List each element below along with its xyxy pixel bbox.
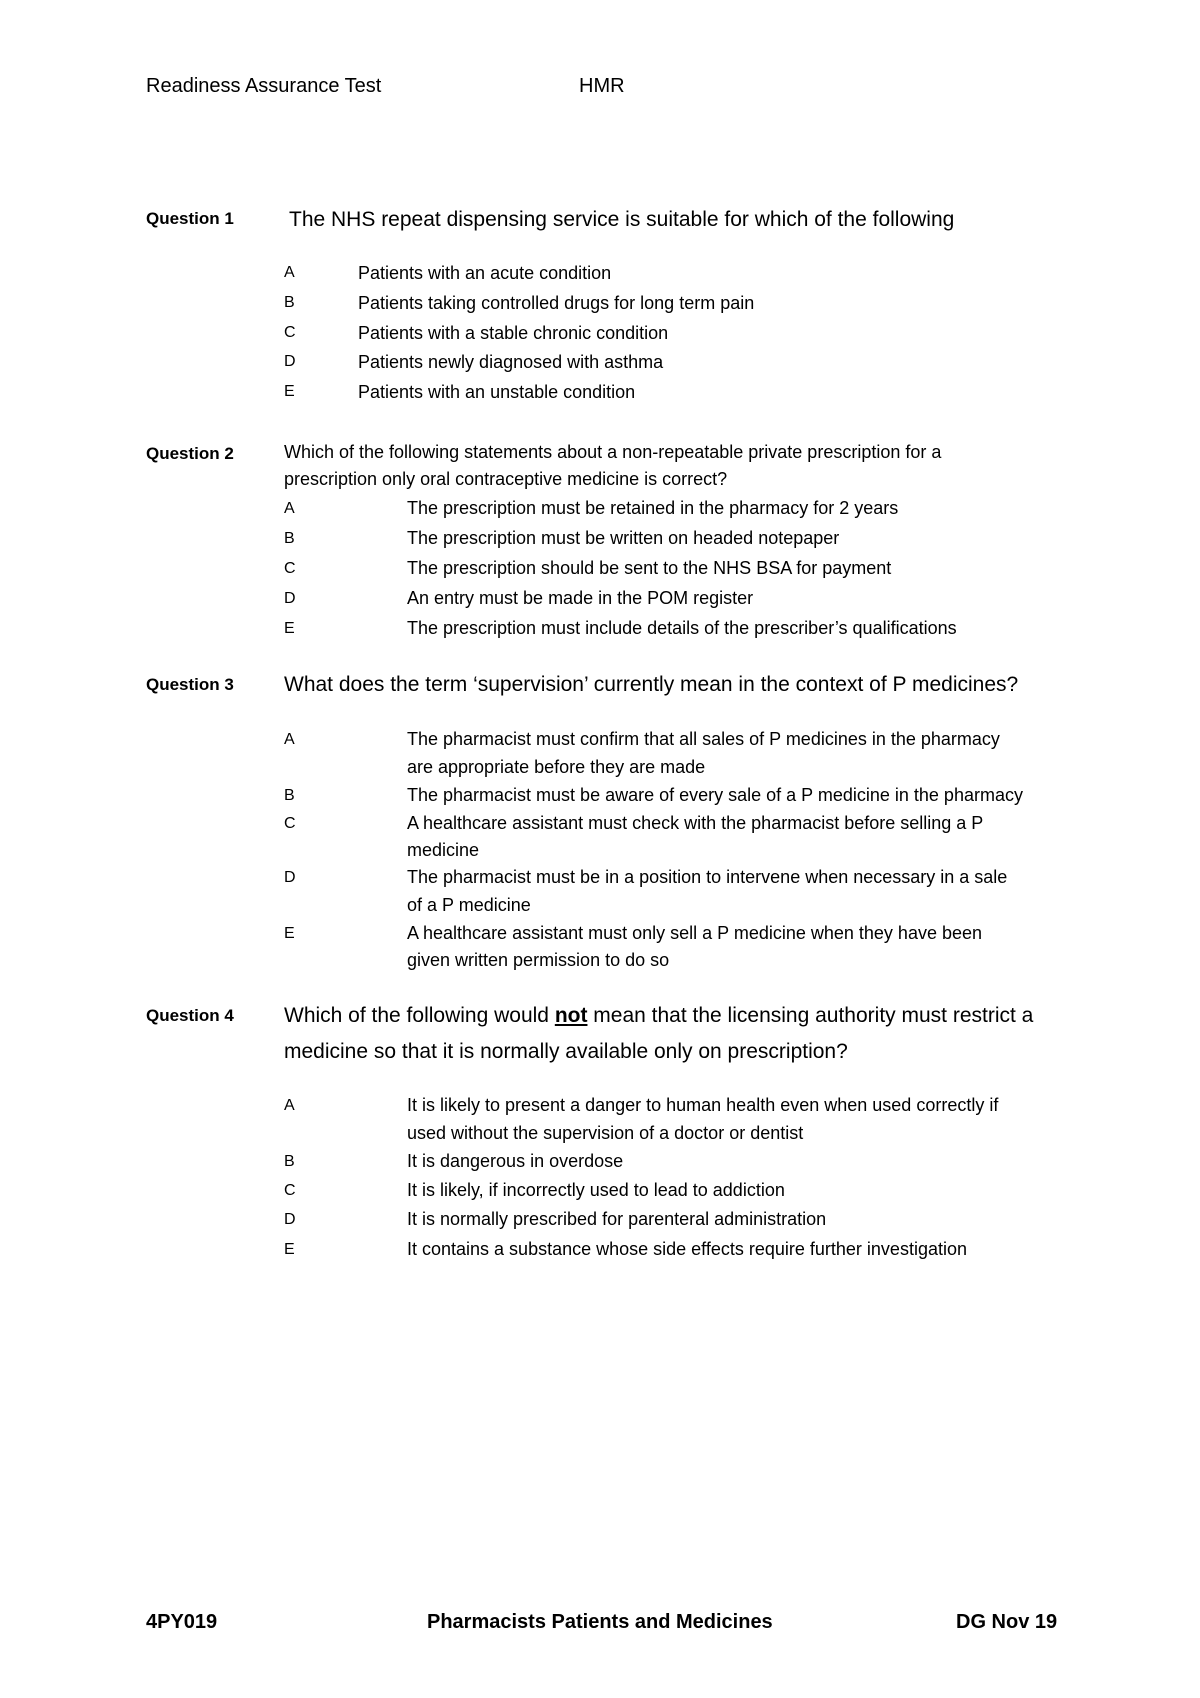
q2-option-c-text: The prescription should be sent to the NHS BSA for payment <box>407 558 892 578</box>
q1-option-e-letter: E <box>284 383 295 400</box>
q4-option-c-letter: C <box>284 1182 296 1199</box>
q3-option-c-line2: medicine <box>407 840 480 860</box>
q2-option-c-letter: C <box>284 560 296 577</box>
q4-option-b-letter: B <box>284 1153 295 1170</box>
q3-option-e-line2: given written permission to do so <box>407 950 670 970</box>
q1-option-b-text: Patients taking controlled drugs for long term pain <box>358 293 755 313</box>
q2-option-b-letter: B <box>284 530 295 547</box>
q3-option-e-line1: A healthcare assistant must only sell a P medicine when they have been <box>407 923 983 943</box>
q3-option-d-line2: of a P medicine <box>407 895 531 915</box>
q4-option-c-line1: It is likely, if incorrectly used to lead to addiction <box>407 1180 785 1200</box>
q3-option-a-letter: A <box>284 731 295 748</box>
question-4-emphasis: not <box>554 1004 588 1027</box>
q4-option-a-letter: A <box>284 1097 295 1114</box>
q4-option-a-line2: used without the supervision of a doctor or dentist <box>407 1123 804 1143</box>
question-2-text-line2: prescription only oral contraceptive medicine is correct? <box>284 469 728 489</box>
question-3-text: What does the term ‘supervision’ currently mean in the context of P medicines? <box>284 673 1019 696</box>
q1-option-d-letter: D <box>284 353 296 370</box>
q1-option-d-text: Patients newly diagnosed with asthma <box>358 352 664 372</box>
q4-option-d-line1: It is normally prescribed for parenteral administration <box>407 1209 827 1229</box>
question-4-text-after: mean that the licensing authority must restrict a <box>587 1004 1034 1027</box>
q3-option-c-line1: A healthcare assistant must check with the pharmacist before selling a P <box>407 813 984 833</box>
footer-author-date: DG Nov 19 <box>956 1611 1058 1633</box>
q3-option-a-line2: are appropriate before they are made <box>407 757 706 777</box>
question-3-label: Question 3 <box>146 675 234 694</box>
question-1-label: Question 1 <box>146 209 234 228</box>
question-4-text-line2: medicine so that it is normally available only on prescription? <box>284 1040 848 1063</box>
q1-option-a-text: Patients with an acute condition <box>358 263 612 283</box>
q4-option-d-letter: D <box>284 1211 296 1228</box>
question-4-text-before: Which of the following would <box>284 1004 555 1027</box>
q2-option-a-text: The prescription must be retained in the pharmacy for 2 years <box>407 498 899 518</box>
q4-option-e-letter: E <box>284 1241 295 1258</box>
q1-option-a-letter: A <box>284 264 295 281</box>
question-2-text-line1: Which of the following statements about a non-repeatable private prescription for a <box>284 442 942 462</box>
q4-option-b-line1: It is dangerous in overdose <box>407 1151 624 1171</box>
q2-option-d-text: An entry must be made in the POM register <box>407 588 754 608</box>
q1-option-e-text: Patients with an unstable condition <box>358 382 636 402</box>
question-4-label: Question 4 <box>146 1006 234 1025</box>
q3-option-a-line1: The pharmacist must confirm that all sales of P medicines in the pharmacy <box>407 729 1000 749</box>
q1-option-c-text: Patients with a stable chronic condition <box>358 323 669 343</box>
q1-option-b-letter: B <box>284 294 295 311</box>
q2-option-e-text: The prescription must include details of the prescriber’s qualifications <box>407 618 957 638</box>
q1-option-c-letter: C <box>284 324 296 341</box>
q2-option-d-letter: D <box>284 590 296 607</box>
footer-module-code: 4PY019 <box>146 1611 218 1633</box>
q3-option-b-line1: The pharmacist must be aware of every sale of a P medicine in the pharmacy <box>407 785 1023 805</box>
question-4-text-line1 <box>284 1004 1033 1028</box>
footer-module-title: Pharmacists Patients and Medicines <box>427 1611 773 1633</box>
header-title: Readiness Assurance Test <box>146 75 382 97</box>
q3-option-e-letter: E <box>284 925 295 942</box>
question-1-text: The NHS repeat dispensing service is suitable for which of the following <box>289 208 955 231</box>
q3-option-d-line1: The pharmacist must be in a position to intervene when necessary in a sale <box>407 867 1008 887</box>
question-2-label: Question 2 <box>146 444 234 463</box>
q2-option-b-text: The prescription must be written on headed notepaper <box>407 528 840 548</box>
q4-option-e-line1: It contains a substance whose side effects require further investigation <box>407 1239 967 1259</box>
q4-option-a-line1: It is likely to present a danger to human health even when used correctly if <box>407 1095 999 1115</box>
q3-option-d-letter: D <box>284 869 296 886</box>
q2-option-a-letter: A <box>284 500 295 517</box>
q3-option-c-letter: C <box>284 815 296 832</box>
q3-option-b-letter: B <box>284 787 295 804</box>
header-code: HMR <box>579 75 625 97</box>
q2-option-e-letter: E <box>284 620 295 637</box>
